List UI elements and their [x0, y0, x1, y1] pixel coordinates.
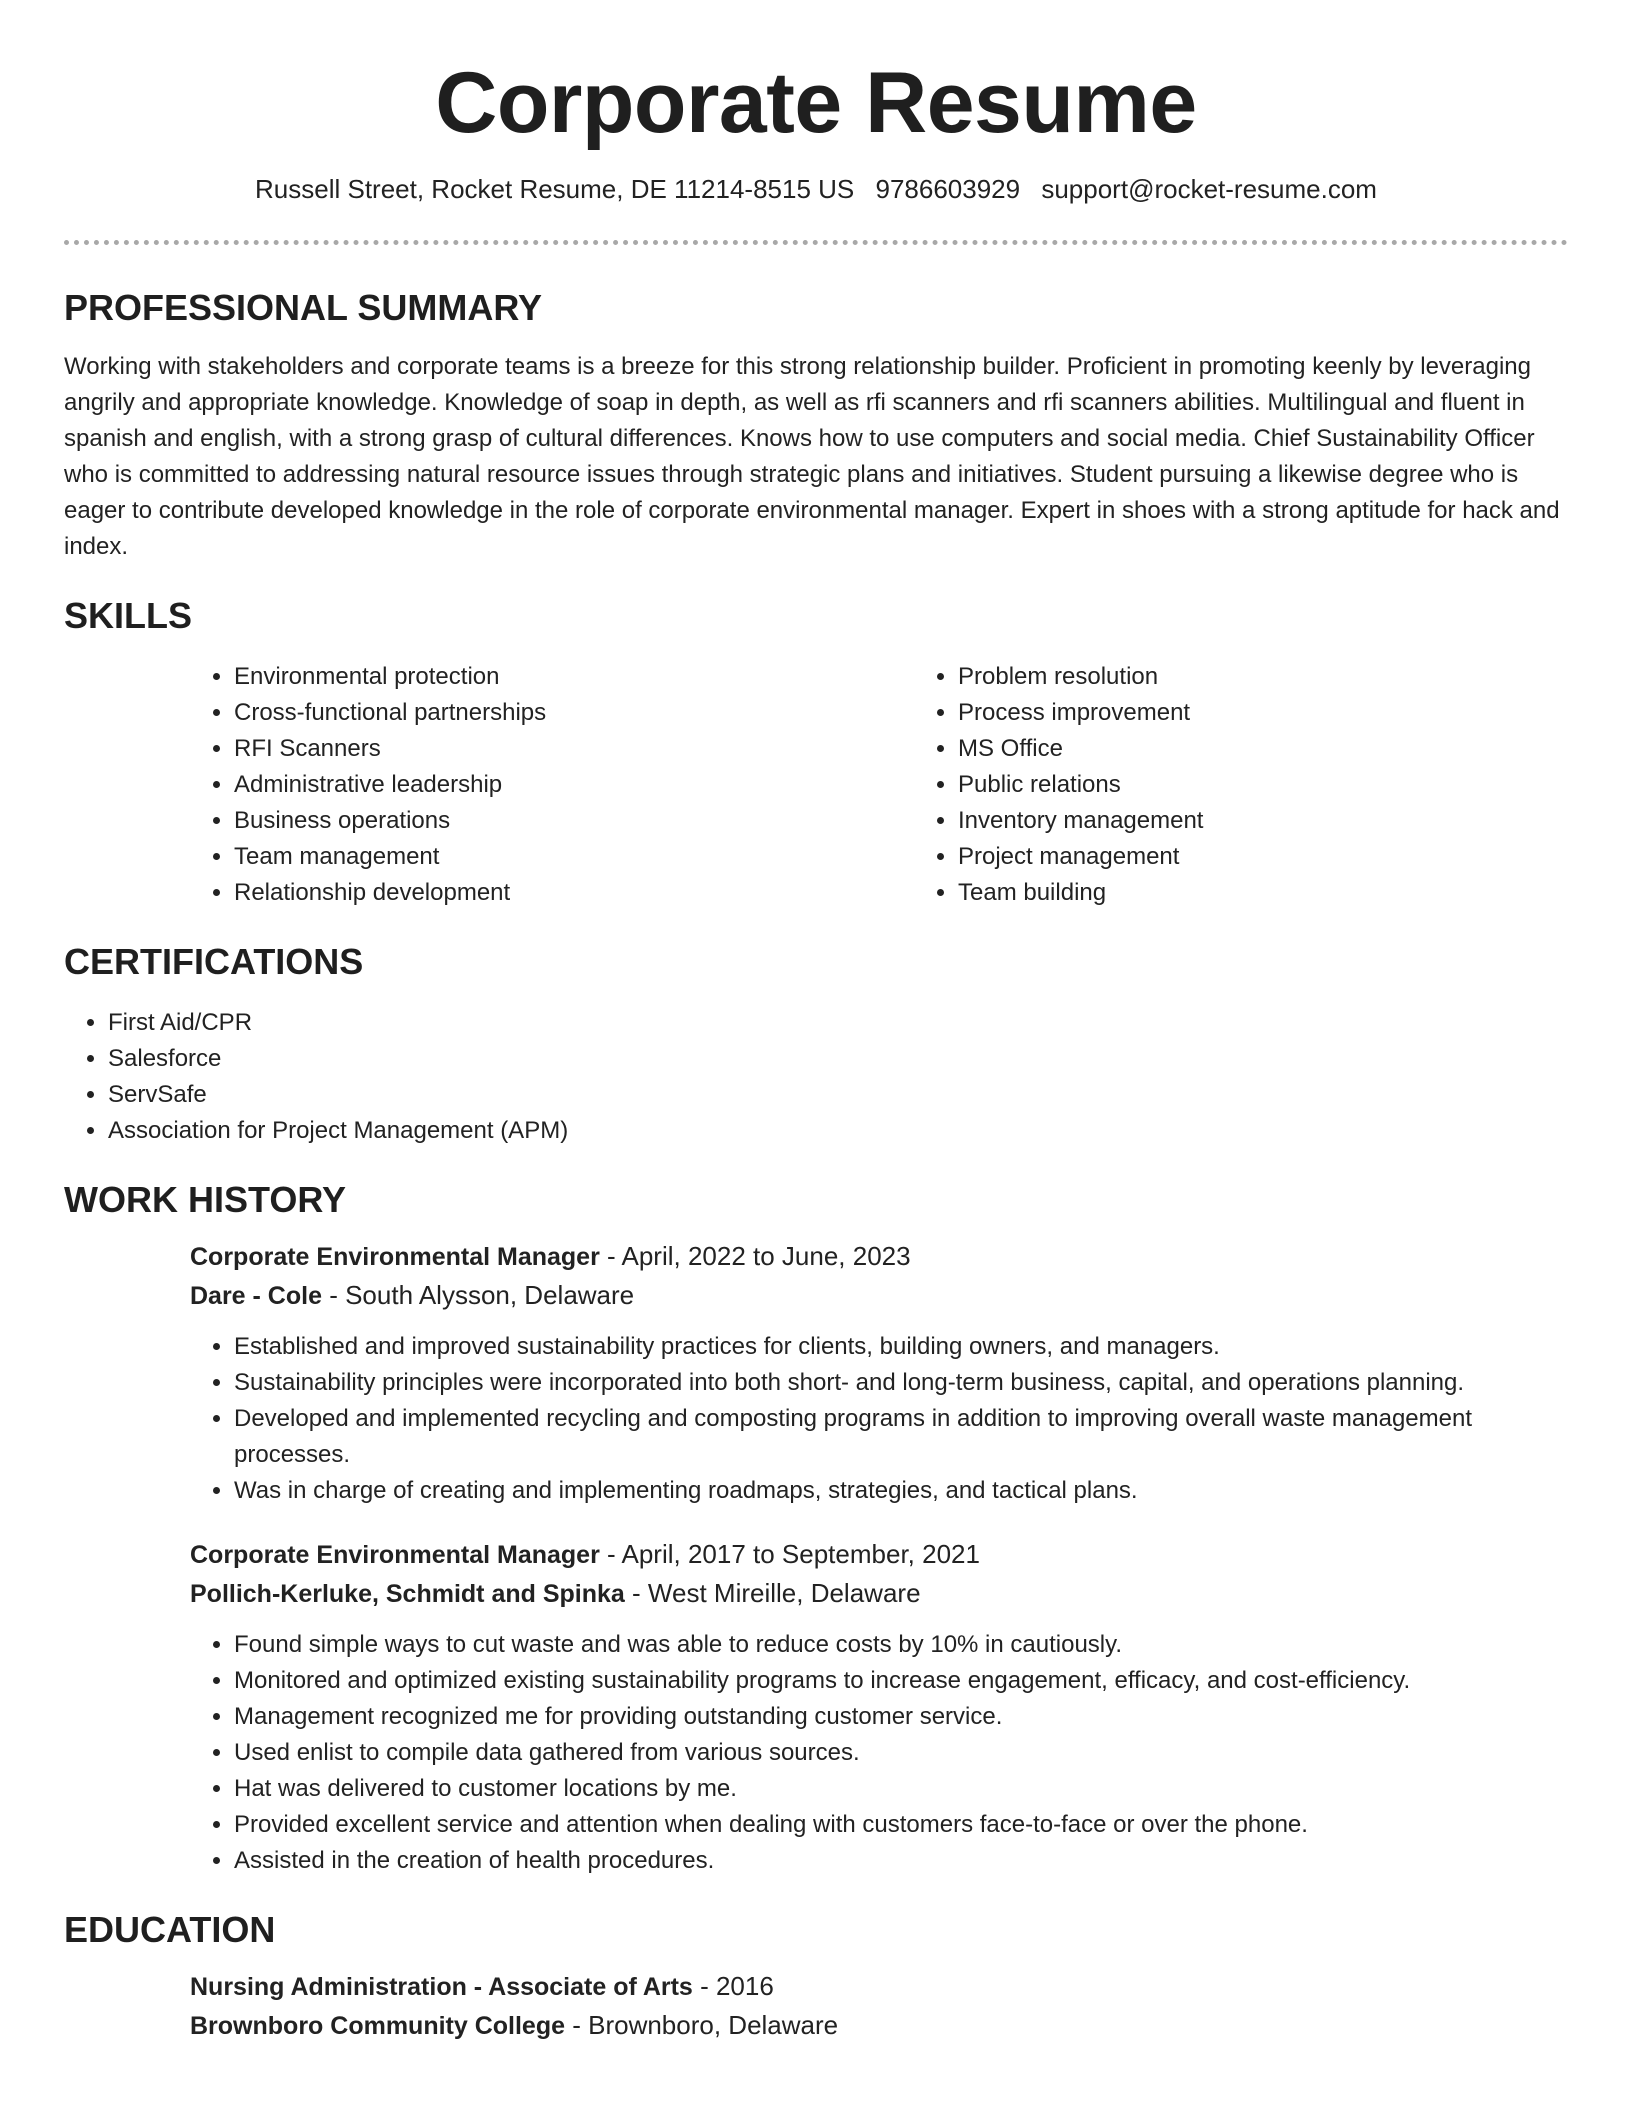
education-entry: [190, 1967, 1568, 2045]
job-bullet: • Established and improved sustainability practices for clients, building owners, and managers.: [234, 1329, 1568, 1365]
contact-email: support@rocket-resume.com: [1041, 174, 1377, 204]
resume-name: Corporate Resume: [435, 55, 1197, 151]
summary-section: [64, 285, 1568, 565]
certifications-heading: CERTIFICATIONS: [64, 941, 364, 982]
education-school: Brownboro Community College: [190, 2012, 565, 2040]
skill-item: • Administrative leadership: [234, 767, 914, 803]
skill-item: • Business operations: [234, 803, 914, 839]
education-location: - Brownboro, Delaware: [565, 2010, 839, 2040]
skill-item: • MS Office: [958, 731, 1568, 767]
work-history-section: [64, 1177, 1568, 1879]
contact-phone: 9786603929: [875, 174, 1021, 204]
skill-item: • Problem resolution: [958, 659, 1568, 695]
job-location: - South Alysson, Delaware: [321, 1280, 635, 1310]
job-bullet: • Monitored and optimized existing sustainability programs to increase engagement, efficacy, and cost-efficiency.: [234, 1663, 1568, 1699]
contact-address: Russell Street, Rocket Resume, DE 11214-8515 US: [255, 174, 855, 204]
education-heading: EDUCATION: [64, 1909, 276, 1950]
summary-heading: PROFESSIONAL SUMMARY: [64, 287, 543, 328]
job-bullet: • Assisted in the creation of health procedures.: [234, 1843, 1568, 1879]
job-entry: [190, 1237, 1568, 1509]
skill-item: • Inventory management: [958, 803, 1568, 839]
certification-item: • ServSafe: [108, 1077, 1568, 1113]
education-degree-line: [190, 1967, 1568, 2006]
skills-column-left: [190, 659, 914, 911]
skill-item: • Process improvement: [958, 695, 1568, 731]
skill-item: • Cross-functional partnerships: [234, 695, 914, 731]
job-role: Corporate Environmental Manager: [190, 1541, 600, 1569]
education-degree: Nursing Administration - Associate of Arts: [190, 1973, 693, 2001]
job-bullet: • Used enlist to compile data gathered from various sources.: [234, 1735, 1568, 1771]
job-bullet: • Was in charge of creating and implementing roadmaps, strategies, and tactical plans.: [234, 1473, 1568, 1509]
skills-section: [64, 593, 1568, 911]
job-title-line: [190, 1535, 1568, 1574]
job-bullet: • Management recognized me for providing outstanding customer service.: [234, 1699, 1568, 1735]
resume-page: [64, 0, 1568, 2045]
job-dates: - April, 2022 to June, 2023: [599, 1241, 911, 1271]
job-company: Pollich-Kerluke, Schmidt and Spinka: [190, 1580, 625, 1608]
skill-item: • Environmental protection: [234, 659, 914, 695]
skill-item: • Relationship development: [234, 875, 914, 911]
work-history-heading: WORK HISTORY: [64, 1179, 347, 1220]
job-bullets: [190, 1329, 1568, 1509]
skills-column-right: [914, 659, 1568, 911]
skill-item: • RFI Scanners: [234, 731, 914, 767]
skill-item: • Public relations: [958, 767, 1568, 803]
job-company: Dare - Cole: [190, 1282, 322, 1310]
job-company-line: [190, 1574, 1568, 1613]
contact-line: [64, 172, 1568, 206]
education-year: - 2016: [692, 1971, 774, 2001]
certification-item: • First Aid/CPR: [108, 1005, 1568, 1041]
skill-item: • Team building: [958, 875, 1568, 911]
job-bullets: [190, 1627, 1568, 1879]
job-entry: [190, 1535, 1568, 1879]
education-section: [64, 1907, 1568, 2045]
job-bullet: • Found simple ways to cut waste and was able to reduce costs by 10% in cautiously.: [234, 1627, 1568, 1663]
job-location: - West Mireille, Delaware: [624, 1578, 921, 1608]
job-bullet: • Sustainability principles were incorporated into both short- and long-term business, capital, and operations planning.: [234, 1365, 1568, 1401]
skills-grid: [190, 639, 1568, 911]
job-bullet: • Developed and implemented recycling and composting programs in addition to improving overall waste management processes.: [234, 1401, 1568, 1473]
skill-item: • Project management: [958, 839, 1568, 875]
certifications-section: [64, 939, 1568, 1149]
job-bullet: • Provided excellent service and attention when dealing with customers face-to-face or over the phone.: [234, 1807, 1568, 1843]
skill-item: • Team management: [234, 839, 914, 875]
certification-item: • Association for Project Management (APM): [108, 1113, 1568, 1149]
job-title-line: [190, 1237, 1568, 1276]
certification-item: • Salesforce: [108, 1041, 1568, 1077]
skills-heading: SKILLS: [64, 595, 193, 636]
job-dates: - April, 2017 to September, 2021: [599, 1539, 980, 1569]
education-school-line: [190, 2006, 1568, 2045]
job-company-line: [190, 1276, 1568, 1315]
certifications-list: [64, 1005, 1568, 1149]
summary-text: Working with stakeholders and corporate teams is a breeze for this strong relationship builder. Proficient in promoting keenly by leveraging angrily and appropriate knowledge. Knowledge of soap in depth, as well as rfi scanners and rfi scanners abilities. Multilingual and fluent in spanish and english, with a strong grasp of cultural differences. Knows how to use computers and social media. Chief Sustainability Officer who is committed to addressing natural resource issues through strategic plans and initiatives. Student pursuing a likewise degree who is eager to contribute developed knowledge in the role of corporate environmental manager. Expert in shoes with a strong aptitude for hack and index.: [64, 353, 1560, 560]
header-divider: [64, 240, 1568, 245]
job-bullet: • Hat was delivered to customer locations by me.: [234, 1771, 1568, 1807]
job-role: Corporate Environmental Manager: [190, 1243, 600, 1271]
